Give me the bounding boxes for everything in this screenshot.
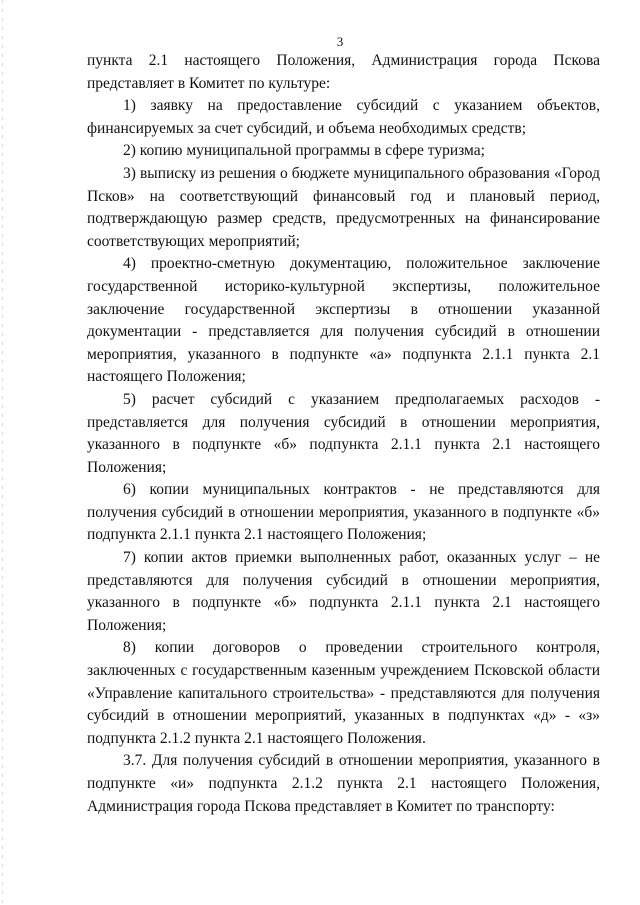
list-item-4: 4) проектно-сметную документацию, положительное заключение государственной историко-культурной экспертизы, положительное заключение государственной экспертизы в отношении указанной документации - представляется для получения субсидий в отношении мероприятия, указанного в подпункте «а» подпункта 2.1.1 пункта 2.1 настоящего Положения; (87, 255, 600, 386)
list-item-5: 5) расчет субсидий с указанием предполагаемых расходов - представляется для получения субсидий в отношении мероприятия, указанного в подпункте «б» подпункта 2.1.1 пункта 2.1 настоящего Положения; (87, 390, 600, 476)
paragraph-continuation: пункта 2.1 настоящего Положения, Администрация города Пскова представляет в Комитет по культуре: (87, 52, 600, 92)
list-item-8: 8) копии договоров о проведении строительного контроля, заключенных с государственным казенным учреждением Псковской области «Управление капитального строительства» - представляются для получения субсидий в отношении мероприятий, указанных в подпунктах «д» - «з» подпункта 2.1.2 пункта 2.1 настоящего Положения. (87, 639, 600, 747)
document-body (87, 50, 600, 818)
page-number: 3 (336, 34, 344, 49)
list-item-6: 6) копии муниципальных контрактов - не представляются для получения субсидий в отношении мероприятия, указанного в подпункте «б» подпункта 2.1.1 пункта 2.1 настоящего Положения; (87, 481, 600, 544)
scan-edge-left (2, 0, 3, 905)
list-item-7: 7) копии актов приемки выполненных работ, оказанных услуг – не представляются для получения субсидий в отношении мероприятия, указанного в подпункте «б» подпункта 2.1.1 пункта 2.1 настоящего Положения; (87, 549, 600, 634)
section-3-7: 3.7. Для получения субсидий в отношении мероприятия, указанного в подпункте «и» подпункта 2.1.2 пункта 2.1 настоящего Положения, Администрация города Пскова представляет в Комитет по транспорту: (87, 752, 600, 815)
list-item-1: 1) заявку на предоставление субсидий с указанием объектов, финансируемых за счет субсидий, и объема необходимых средств; (87, 97, 600, 137)
list-item-2: 2) копию муниципальной программы в сфере туризма; (123, 142, 485, 160)
list-item-3: 3) выписку из решения о бюджете муниципального образования «Город Псков» на соответствующий финансовый год и плановый период, подтверждающую размер средств, предусмотренных на финансирование соответствующих мероприятий; (87, 164, 600, 250)
